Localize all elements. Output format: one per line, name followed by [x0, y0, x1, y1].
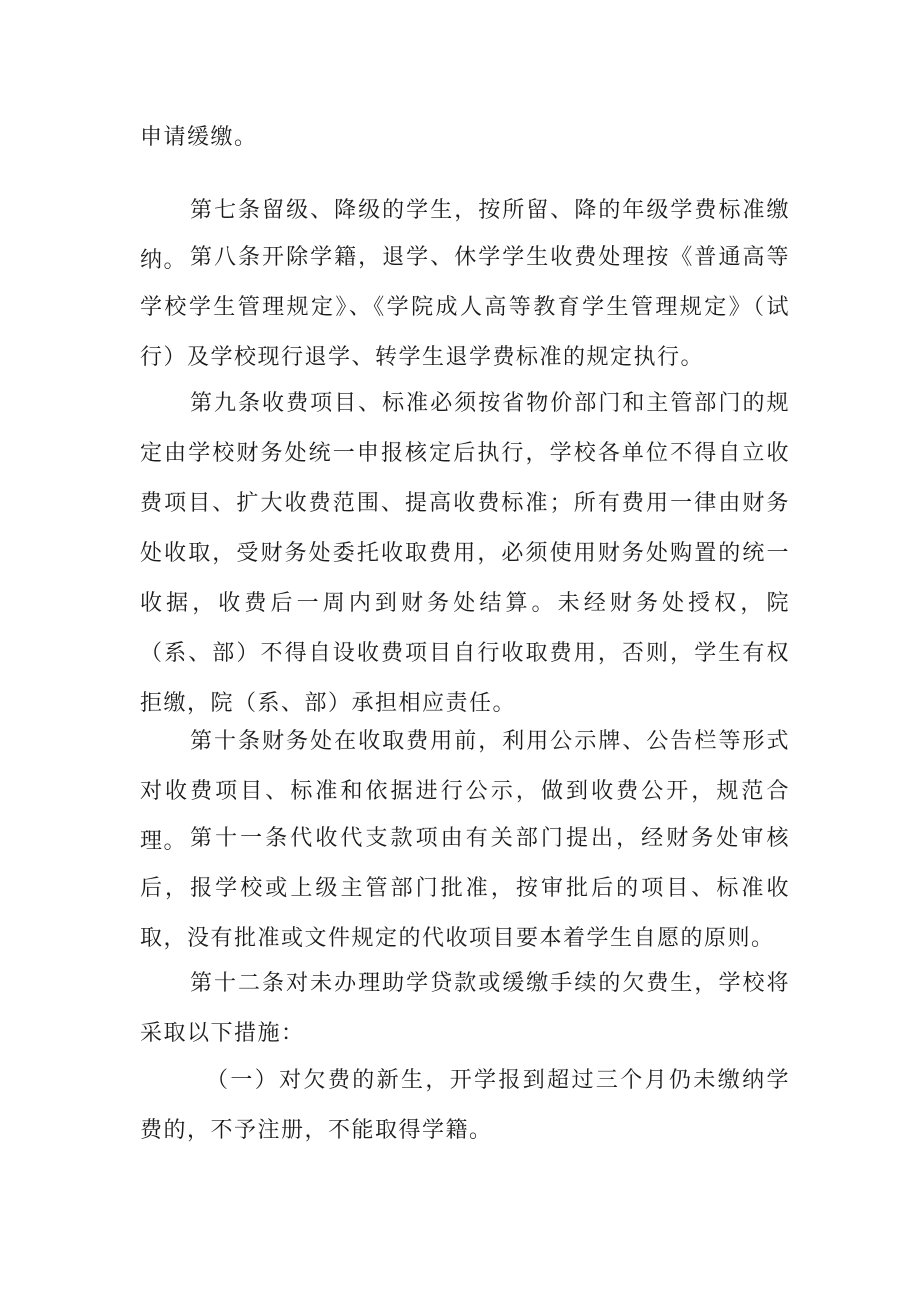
article-9: 第九条收费项目、标准必须按省物价部门和主管部门的规定由学校财务处统一申报核定后执行，学校各单位不得自立收费项目、扩大收费范围、提高收费标准；所有费用一律由财务处收取，受财务处委托收取费用，必须使用财务处购置的统一收据，收费后一周内到财务处结算。未经财务处授权，院（系、部）不得自设收费项目自行收取费用，否则，学生有权拒缴，院（系、部）承担相应责任。 [140, 391, 790, 716]
article-7: 第七条留级、降级的学生，按所留、降的年级学费标准缴纳。 [140, 198, 790, 273]
article-8: 第八条开除学籍，退学、休学学生收费处理按《普通高等学校学生管理规定》、《学院成人高等教育学生管理规定》（试行）及学校现行退学、转学生退学费标准的规定执行。 [140, 245, 790, 370]
article-10: 第十条财务处在收取费用前，利用公示牌、公告栏等形式对收费项目、标准和依据进行公示，做到收费公开，规范合理。 [140, 729, 790, 854]
article-12-item-1: （一）对欠费的新生，开学报到超过三个月仍未缴纳学费的，不予注册，不能取得学籍。 [140, 1068, 790, 1143]
article-12: 第十二条对未办理助学贷款或缓缴手续的欠费生，学校将采取以下措施： [140, 971, 790, 1046]
article-11: 第十一条代收代支款项由有关部门提出，经财务处审核后，报学校或上级主管部门批准，按审批后的项目、标准收取，没有批准或文件规定的代收项目要本着学生自愿的原则。 [140, 826, 790, 951]
paragraph-continuation: 申请缓缴。 [140, 125, 258, 150]
